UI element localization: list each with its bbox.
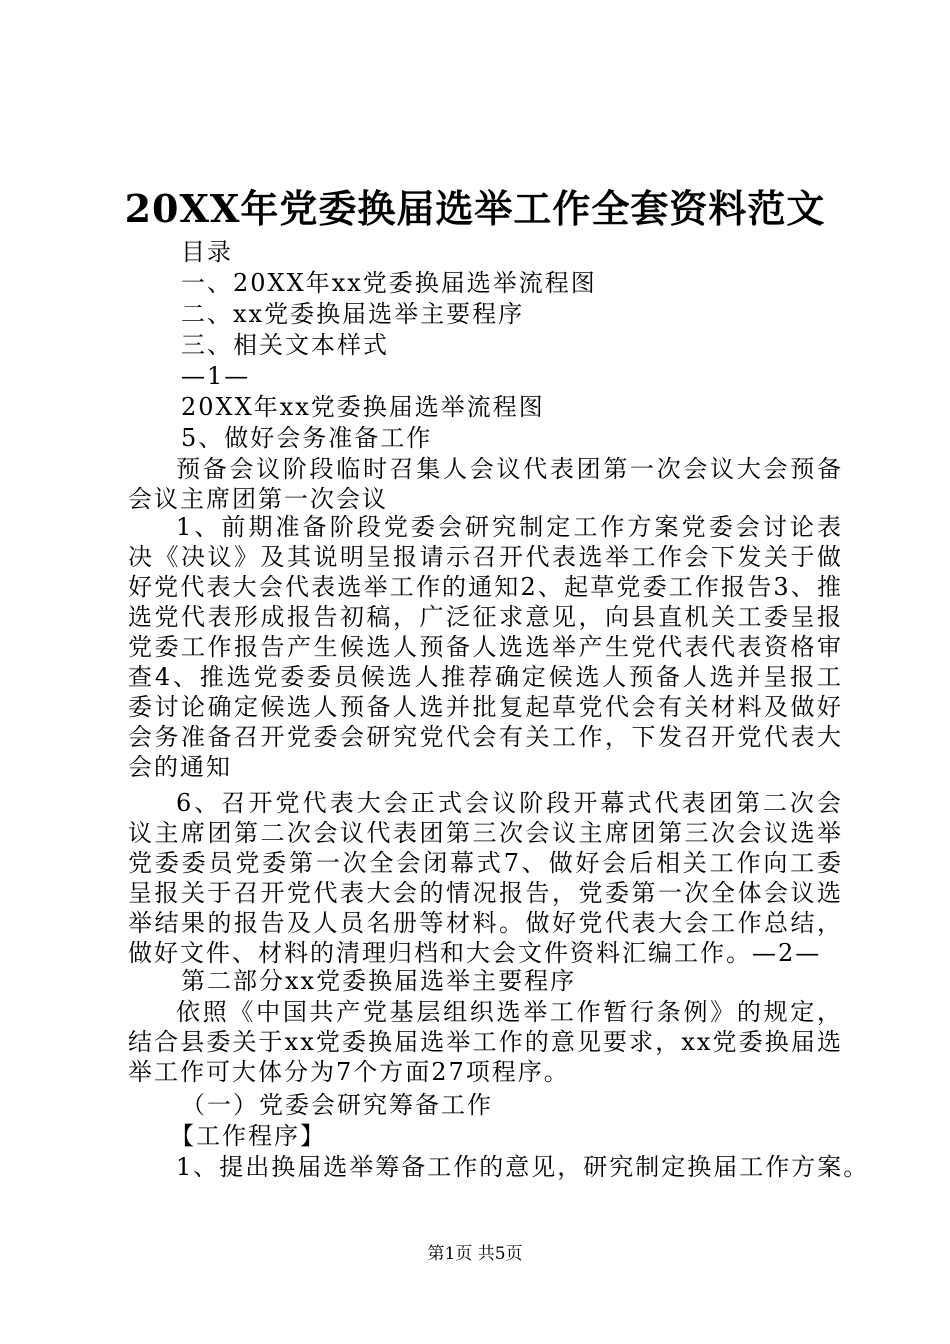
procedure-item-1: 1、提出换届选举筹备工作的意见，研究制定换届工作方案。 — [176, 1153, 870, 1181]
toc-heading: 目录 — [181, 238, 233, 266]
part-2-heading: 第二部分xx党委换届选举主要程序 — [181, 967, 577, 995]
step-1-paragraph: 1、前期准备阶段党委会研究制定工作方案党委会讨论表决《决议》及其说明呈报请示召开代表选举工作会下发关于做好党代表大会代表选举工作的通知2、起草党委工作报告3、推选党代表形成报告初稿，广泛征求意见，向县直机关工委呈报党委工作报告产生候选人预备人选选举产生党代表代表资格审查4、推选党委委员候选人推荐确定候选人预备人选并呈报工委讨论确定候选人预备人选并批复起草党代会有关材料及做好会务准备召开党委会研究党代会有关工作，下发召开党代表大会的通知 — [128, 513, 843, 781]
document-title: 20XX年党委换届选举工作全套资料范文 — [124, 186, 826, 231]
prep-meeting-paragraph: 预备会议阶段临时召集人会议代表团第一次会议大会预备会议主席团第一次会议 — [128, 455, 843, 513]
toc-item-2: 二、xx党委换届选举主要程序 — [181, 300, 525, 328]
basis-paragraph: 依照《中国共产党基层组织选举工作暂行条例》的规定，结合县委关于xx党委换届选举工作的意见要求，xx党委换届选举工作可大体分为7个方面27项程序。 — [128, 998, 843, 1086]
section-1-heading: （一）党委会研究筹备工作 — [181, 1091, 493, 1119]
toc-item-1: 一、20XX年xx党委换届选举流程图 — [181, 269, 597, 297]
toc-item-3: 三、相关文本样式 — [181, 331, 389, 359]
flow-chart-title: 20XX年xx党委换届选举流程图 — [181, 393, 545, 421]
step-6-paragraph: 6、召开党代表大会正式会议阶段开幕式代表团第二次会议主席团第二次会议代表团第三次会议主席团第三次会议选举党委委员党委第一次全会闭幕式7、做好会后相关工作向工委呈报关于召开党代表大会的情况报告，党委第一次全体会议选举结果的报告及人员名册等材料。做好党代表大会工作总结，做好文件、材料的清理归档和大会文件资料汇编工作。—2— — [128, 789, 843, 967]
page-footer: 第1页 共5页 — [427, 1244, 523, 1264]
work-procedure-label: 【工作程序】 — [170, 1122, 326, 1150]
page-marker: —1— — [181, 362, 251, 390]
step-5-heading: 5、做好会务准备工作 — [181, 424, 433, 452]
